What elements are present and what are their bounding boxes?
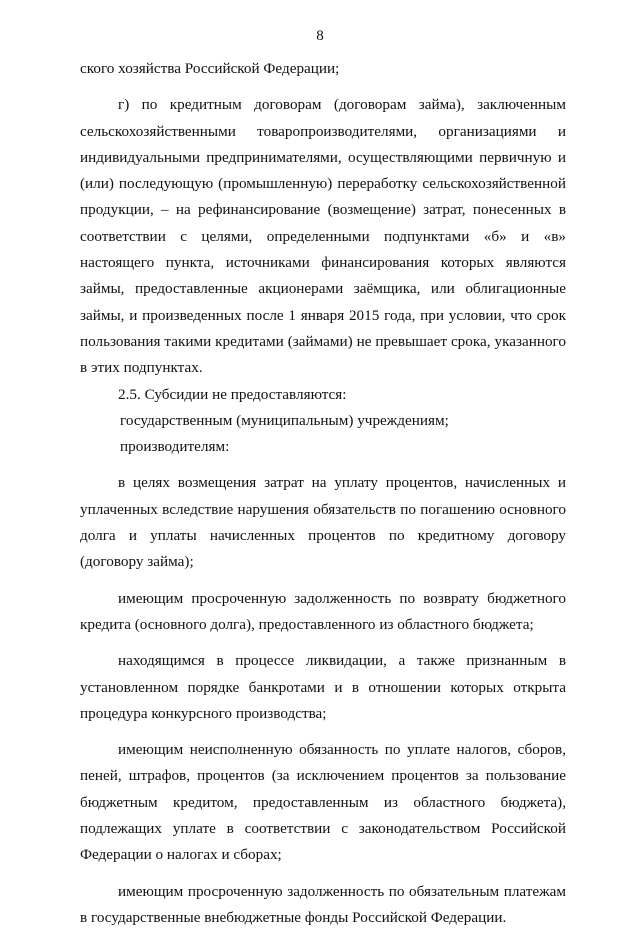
paragraph-subpoint-g: г) по кредитным договорам (договорам займа), заключенным сельскохозяйственными товаропроизводителями, организациями и индивидуальными предпринимателями, осуществляющими первичную и (или) последующую (промышленную) переработку сельскохозяйственной продукции, – на рефинансирование (возмещение) затрат, понесенных в соответствии с целями, определенными подпунктами «б» и «в» настоящего пункта, источниками финансирования которых являются займы, предоставленные акционерами заёмщика, или облигационные займы, и произведенных после 1 января 2015 года, при условии, что срок пользования такими кредитами (займами) не превышает срока, указанного в этих подпунктах. [80,96,566,377]
paragraph-state-institutions: государственным (муниципальным) учреждениям; [120,411,449,429]
paragraph-extra-budgetary-funds: имеющим просроченную задолженность по обязательным платежам в государственные внебюджетные фонды Российской Федерации. [80,882,566,926]
paragraph-penalty-interest: в целях возмещения затрат на уплату процентов, начисленных и уплаченных вследствие нарушения обязательств по погашению основного долга и уплаты начисленных процентов по кредитному договору (договору займа); [80,474,566,571]
paragraph-budget-credit-debt: имеющим просроченную задолженность по возврату бюджетного кредита (основного долга), предоставленного из областного бюджета; [80,589,566,633]
document-body [80,56,566,931]
paragraph-section-2-5: 2.5. Субсидии не предоставляются: [118,385,347,403]
paragraph-liquidation: находящимся в процессе ликвидации, а также признанным в установленном порядке банкротами и в отношении которых открыта процедура конкурсного производства; [80,652,566,722]
paragraph-producers: производителям: [120,438,230,456]
page-number: 8 [316,28,324,44]
paragraph-tax-obligations: имеющим неисполненную обязанность по уплате налогов, сборов, пеней, штрафов, процентов (за исключением процентов за пользование бюджетным кредитом, предоставленным из областного бюджета), подлежащих уплате в соответствии с законодательством Российской Федерации о налогах и сборах; [80,741,566,864]
paragraph-continuation: ского хозяйства Российской Федерации; [80,60,340,77]
